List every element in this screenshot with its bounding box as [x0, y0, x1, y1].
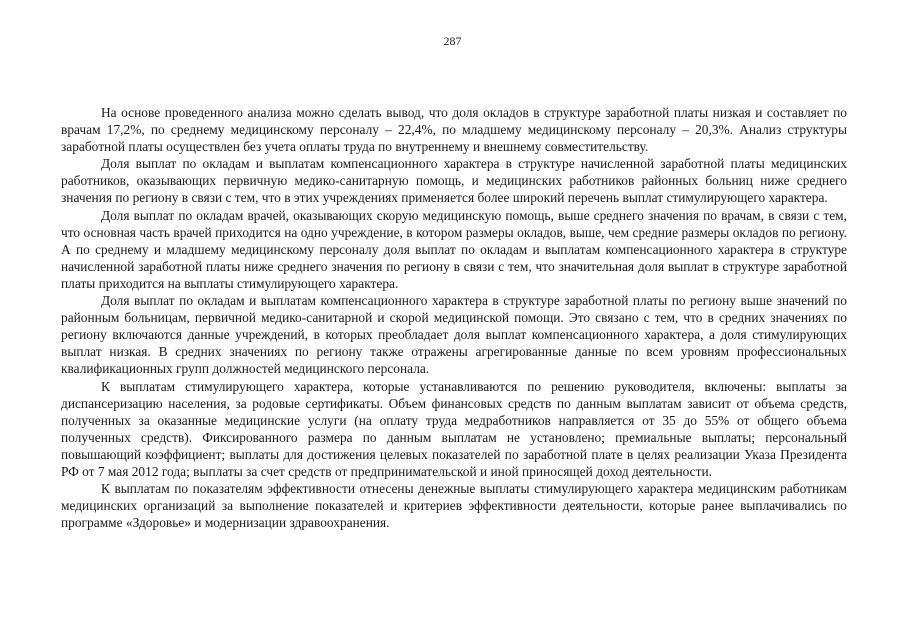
paragraph: Доля выплат по окладам и выплатам компенсационного характера в структуре заработной платы по региону выше значений по районным больницам, первичной медико-санитарной и скорой медицинской помощи. Это связано с тем, что в средних значениях по региону включаются данные учреждений, в которых преобладает доля выплат компенсационного характера, а доля стимулирующих выплат низкая. В средних значениях по региону также отражены агрегированные данные по всем уровням профессиональных квалификационных групп должностей медицинского персонала. — [61, 293, 847, 377]
page-number: 287 — [443, 34, 462, 48]
paragraph: К выплатам по показателям эффективности отнесены денежные выплаты стимулирующего характера медицинским работникам медицинских организаций за выполнение показателей и критериев эффективности деятельности, которые ранее выплачивались по программе «Здоровье» и модернизации здравоохранения. — [61, 481, 847, 531]
paragraph: К выплатам стимулирующего характера, которые устанавливаются по решению руководителя, включены: выплаты за диспансеризацию населения, за родовые сертификаты. Объем финансовых средств по данным выплатам зависит от объема средств, полученных за оказанные медицинские услуги (на оплату труда медработников направляется от 35 до 55% от общего объема полученных средств). Фиксированного размера по данным выплатам не установлено; премиальные выплаты; персональный повышающий коэффициент; выплаты для достижения целевых показателей по заработной плате в целях реализации Указа Президента РФ от 7 мая 2012 года; выплаты за счет средств от предпринимательской и иной приносящей доход деятельности. — [61, 378, 847, 479]
paragraph: На основе проведенного анализа можно сделать вывод, что доля окладов в структуре заработной платы низкая и составляет по врачам 17,2%, по среднему медицинскому персоналу – 22,4%, по младшему медицинскому персоналу – 20,3%. Анализ структуры заработной платы осуществлен без учета оплаты труда по внутреннему и внешнему совместительству. — [61, 105, 847, 155]
paragraph: Доля выплат по окладам и выплатам компенсационного характера в структуре начисленной заработной платы медицинских работников, оказывающих первичную медико-санитарную помощь, и медицинских работников районных больниц ниже среднего значения по региону в связи с тем, что в этих учреждениях применяется более широкий перечень выплат стимулирующего характера. — [61, 156, 847, 206]
paragraph: Доля выплат по окладам врачей, оказывающих скорую медицинскую помощь, выше среднего значения по врачам, в связи с тем, что основная часть врачей приходится на одно учреждение, в котором размеры окладов, выше, чем средние размеры окладов по региону. А по среднему и младшему медицинскому персоналу доля выплат по окладам и выплатам компенсационного характера в структуре начисленной заработной платы ниже среднего значения по региону в связи с тем, что значительная доля выплат в структуре заработной платы приходится на выплаты стимулирующего характера. — [61, 207, 847, 291]
body-text — [61, 104, 847, 531]
